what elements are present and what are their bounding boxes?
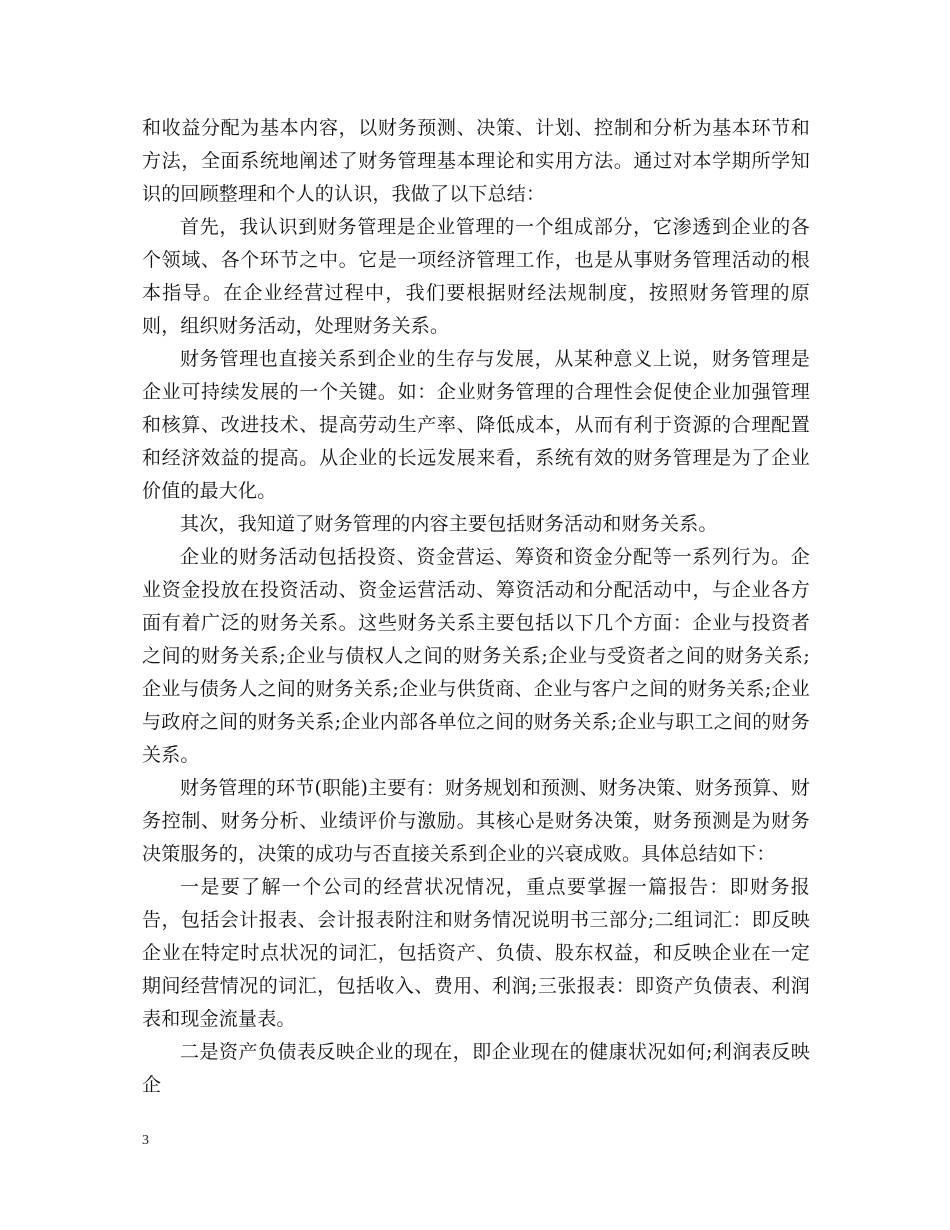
- paragraph-enterprise-survival: 财务管理也直接关系到企业的生存与发展，从某种意义上说，财务管理是企业可持续发展的一个关键。如：企业财务管理的合理性会促使企业加强管理和核算、改进技术、提高劳动生产率、降低成本，从而有利于资源的合理配置和经济效益的提高。从企业的长远发展来看，系统有效的财务管理是为了企业价值的最大化。: [142, 348, 810, 502]
- paragraph-management-functions: 财务管理的环节(职能)主要有：财务规划和预测、财务决策、财务预算、财务控制、财务分析、业绩评价与激励。其核心是财务决策，财务预测是为财务决策服务的，决策的成功与否直接关系到企业的兴衰成败。具体总结如下：: [142, 777, 810, 865]
- paragraph-balance-sheet: 二是资产负债表反映企业的现在，即企业现在的健康状况如何;利润表反映企: [142, 1041, 810, 1096]
- paragraph-financial-report: 一是要了解一个公司的经营状况情况，重点要掌握一篇报告：即财务报告，包括会计报表、会计报表附注和财务情况说明书三部分;二组词汇：即反映企业在特定时点状况的词汇，包括资产、负债、股东权益，和反映企业在一定期间经营情况的词汇，包括收入、费用、利润;三张报表：即资产负债表、利润表和现金流量表。: [142, 876, 810, 1030]
- paragraph-continuation: 和收益分配为基本内容，以财务预测、决策、计划、控制和分析为基本环节和方法，全面系统地阐述了财务管理基本理论和实用方法。通过对本学期所学知识的回顾整理和个人的认识，我做了以下总结：: [142, 117, 810, 205]
- document-body: [142, 112, 810, 1102]
- paragraph-financial-activities: 企业的财务活动包括投资、资金营运、筹资和资金分配等一系列行为。企业资金投放在投资活动、资金运营活动、筹资活动和分配活动中，与企业各方面有着广泛的财务关系。这些财务关系主要包括以下几个方面：企业与投资者之间的财务关系;企业与债权人之间的财务关系;企业与受资者之间的财务关系;企业与债务人之间的财务关系;企业与供货商、企业与客户之间的财务关系;企业与政府之间的财务关系;企业内部各单位之间的财务关系;企业与职工之间的财务关系。: [142, 546, 810, 766]
- paragraph-financial-management-role: 首先，我认识到财务管理是企业管理的一个组成部分，它渗透到企业的各个领域、各个环节之中。它是一项经济管理工作，也是从事财务管理活动的根本指导。在企业经营过程中，我们要根据财经法规制度，按照财务管理的原则，组织财务活动，处理财务关系。: [142, 216, 810, 337]
- page-number: 3: [142, 1133, 149, 1148]
- paragraph-content-scope: 其次，我知道了财务管理的内容主要包括财务活动和财务关系。: [180, 513, 718, 535]
